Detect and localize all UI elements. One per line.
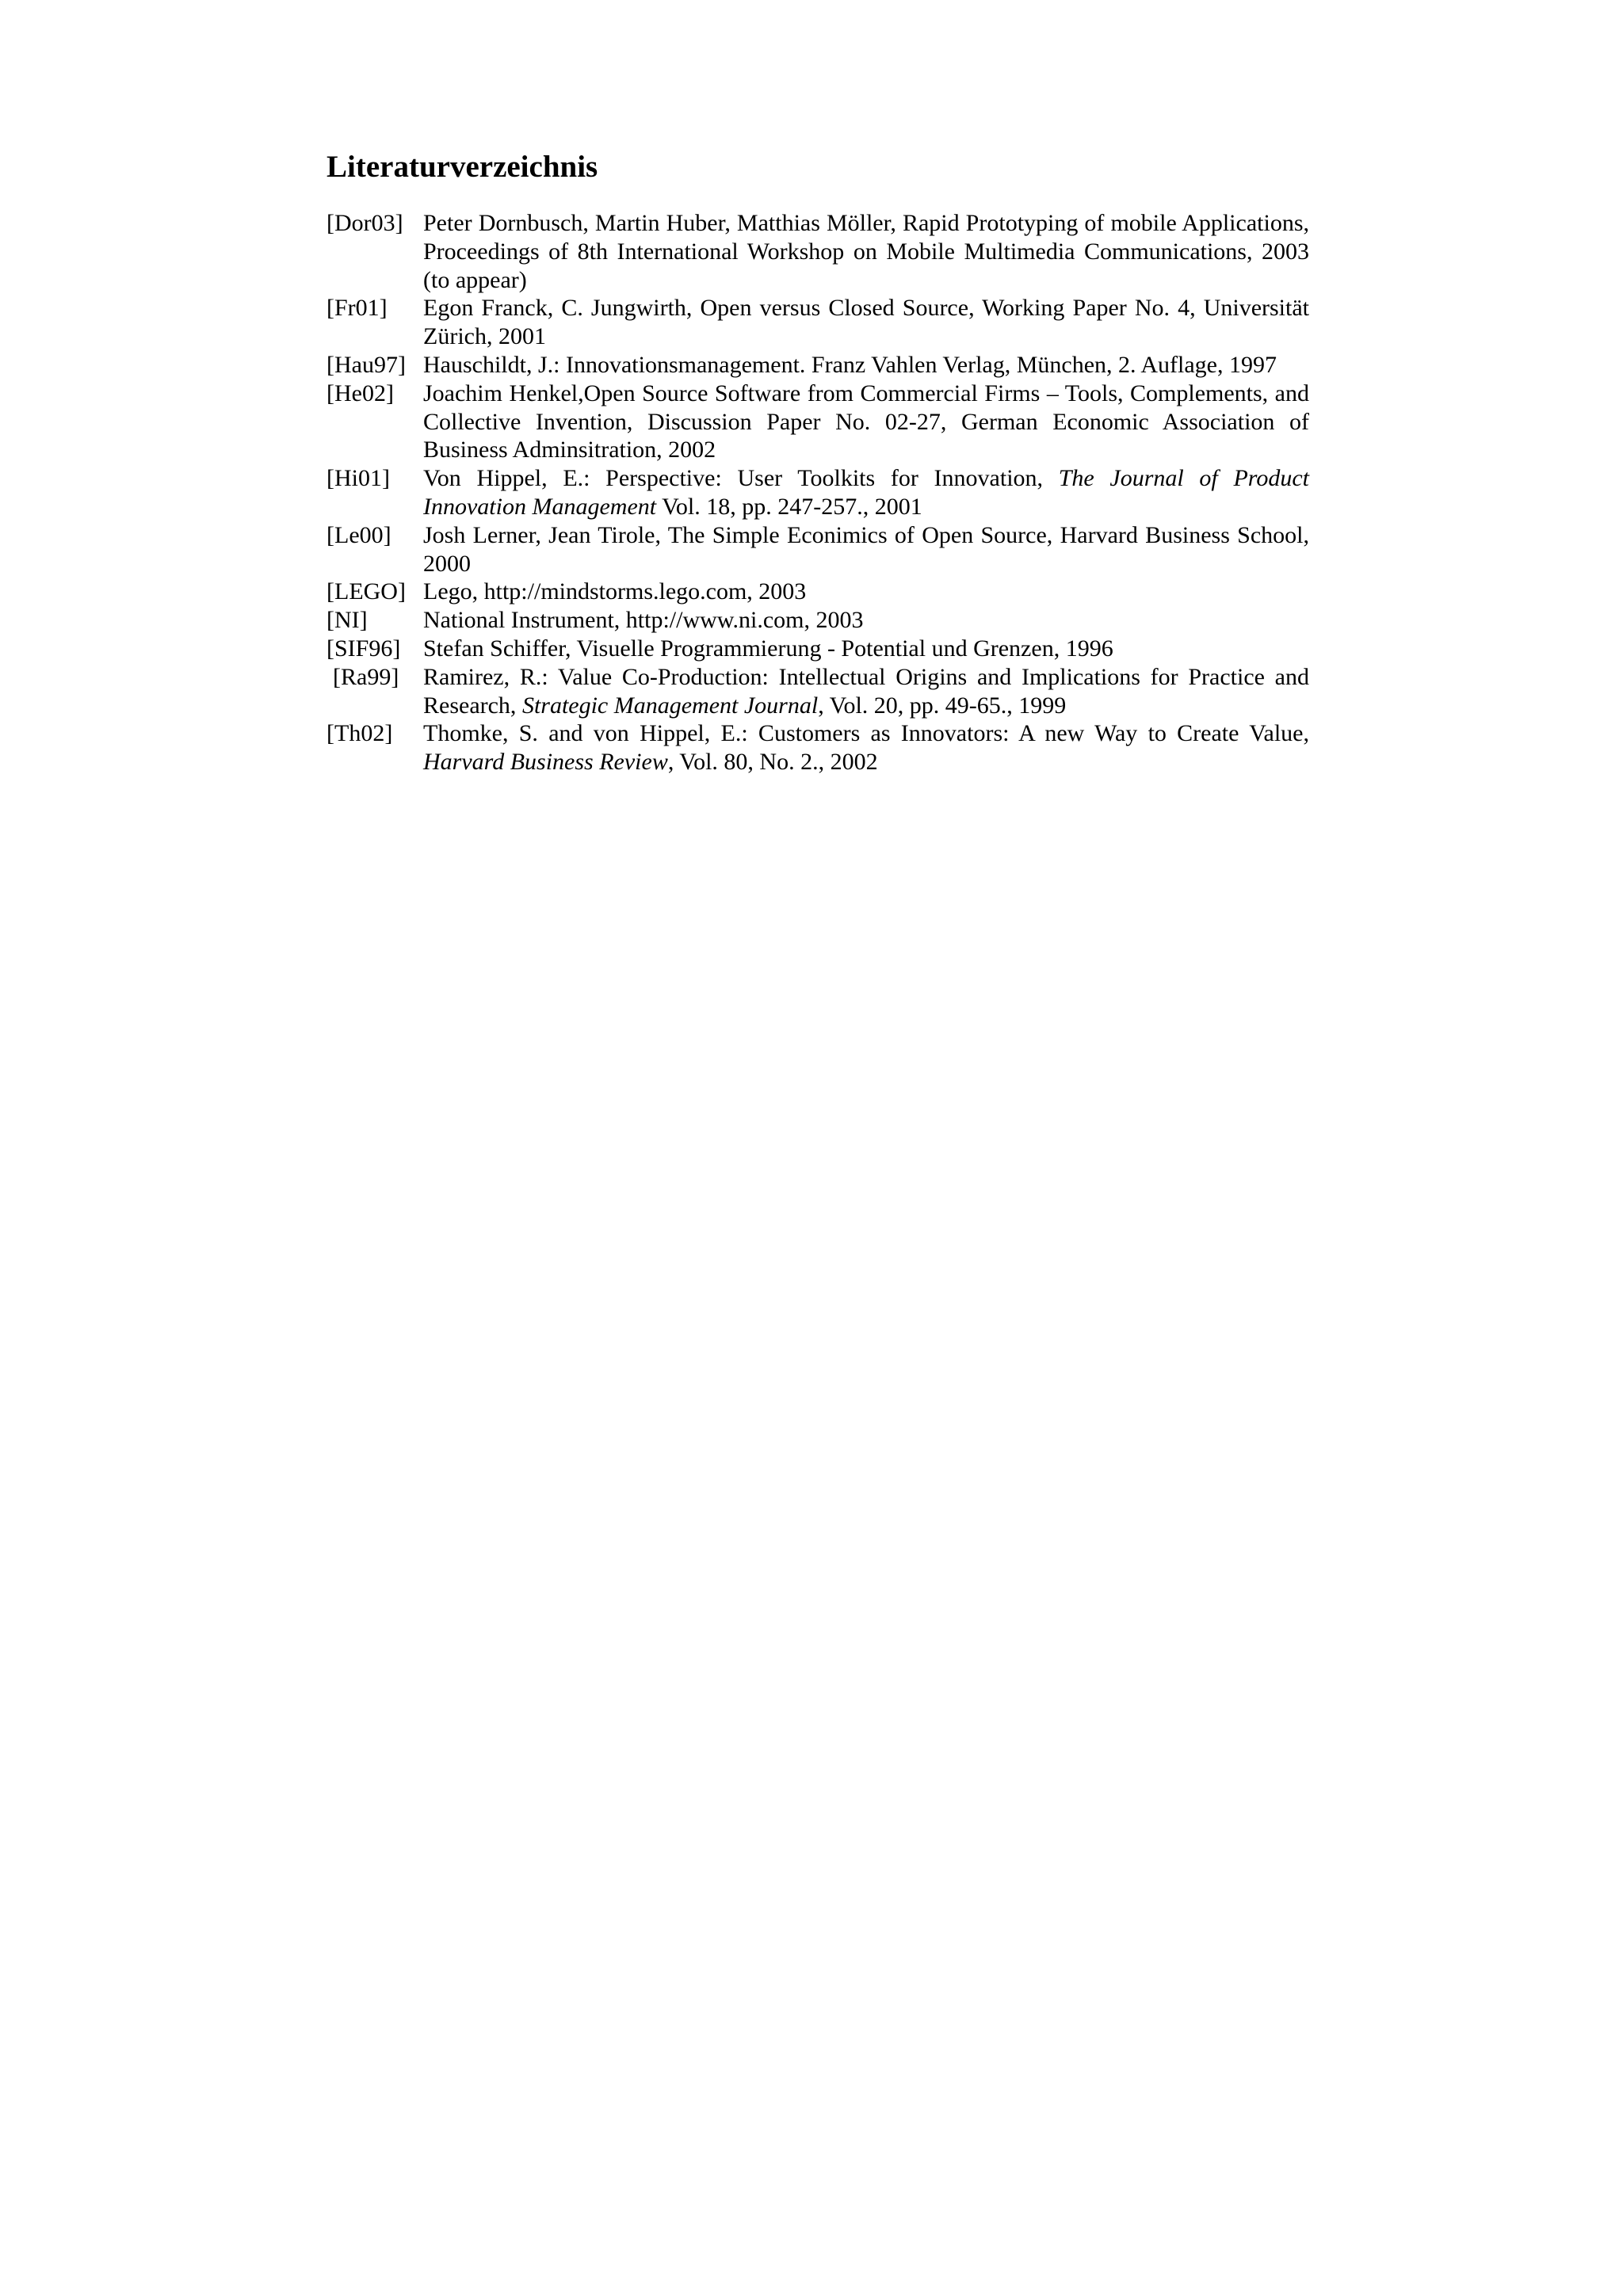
reference-entry — [327, 635, 1309, 663]
reference-text-part: Vol. 18, pp. 247-257., 2001 — [656, 493, 922, 520]
reference-entry — [327, 294, 1309, 351]
reference-text-part: Stefan Schiffer, Visuelle Programmierung - Potential und Grenzen, 1996 — [423, 635, 1113, 662]
reference-entry — [327, 606, 1309, 635]
reference-key: [Le00] — [327, 521, 391, 548]
reference-text — [423, 578, 1309, 606]
reference-text-part: Hauschildt, J.: Innovationsmanagement. Franz Vahlen Verlag, München, 2. Auflage, 1997 — [423, 351, 1277, 378]
reference-text — [423, 606, 1309, 635]
reference-text-part: Josh Lerner, Jean Tirole, The Simple Econimics of Open Source, Harvard Business School, 2000 — [423, 521, 1309, 577]
section-title: Literaturverzeichnis — [327, 150, 598, 184]
reference-key: [LEGO] — [327, 578, 406, 605]
reference-text-part: Lego, http://mindstorms.lego.com, 2003 — [423, 578, 807, 605]
reference-key: [NI] — [327, 607, 368, 634]
reference-text-part: Thomke, S. and von Hippel, E.: Customers as Innovators: A new Way to Create Value, — [423, 720, 1309, 747]
reference-key: [He02] — [327, 379, 394, 406]
reference-text — [423, 294, 1309, 351]
reference-entry — [327, 663, 1309, 720]
reference-text — [423, 379, 1309, 464]
reference-italic-text: Harvard Business Review — [423, 749, 668, 776]
reference-text — [423, 351, 1309, 379]
reference-key: [Hau97] — [327, 351, 406, 378]
reference-text-part: Peter Dornbusch, Martin Huber, Matthias Möller, Rapid Prototyping of mobile Applications, Proceedings of 8th International Workshop on Mobile Multimedia Communications, 2003 (to appear) — [423, 210, 1309, 293]
reference-text-part: Von Hippel, E.: Perspective: User Toolkits for Innovation, — [423, 465, 1059, 492]
reference-text-part: Ramirez, R.: Value Co-Production: Intellectual Origins and Implications for Practice and Research, — [423, 663, 1309, 719]
reference-key: [Ra99] — [333, 663, 399, 690]
reference-list — [327, 209, 1309, 776]
reference-entry — [327, 351, 1309, 379]
reference-key: [Fr01] — [327, 295, 388, 322]
reference-text-part: National Instrument, http://www.ni.com, 2003 — [423, 607, 864, 634]
reference-key: [Hi01] — [327, 465, 390, 492]
reference-text — [423, 521, 1309, 578]
reference-text — [423, 464, 1309, 521]
reference-italic-text: The Journal of Product Innovation Management — [423, 465, 1309, 520]
reference-text-part: Egon Franck, C. Jungwirth, Open versus Closed Source, Working Paper No. 4, Universität Zürich, 2001 — [423, 295, 1309, 350]
reference-italic-text: Strategic Management Journal — [521, 692, 819, 719]
reference-entry — [327, 719, 1309, 776]
reference-text — [423, 663, 1309, 720]
reference-key: [Dor03] — [327, 210, 403, 236]
reference-text — [423, 209, 1309, 294]
reference-text — [423, 635, 1309, 663]
document-page — [327, 147, 1309, 776]
reference-entry — [327, 578, 1309, 606]
reference-entry — [327, 464, 1309, 521]
reference-key: [SIF96] — [327, 635, 401, 662]
reference-text — [423, 719, 1309, 776]
reference-entry — [327, 521, 1309, 578]
reference-key: [Th02] — [327, 720, 393, 747]
reference-entry — [327, 379, 1309, 464]
reference-text-part: Joachim Henkel,Open Source Software from Commercial Firms – Tools, Complements, and Collective Invention, Discussion Paper No. 02-27, German Economic Association of Business Adminsitration, 2002 — [423, 379, 1309, 463]
reference-entry — [327, 209, 1309, 294]
reference-text-part: , Vol. 20, pp. 49-65., 1999 — [818, 692, 1067, 719]
reference-text-part: , Vol. 80, No. 2., 2002 — [667, 749, 878, 776]
